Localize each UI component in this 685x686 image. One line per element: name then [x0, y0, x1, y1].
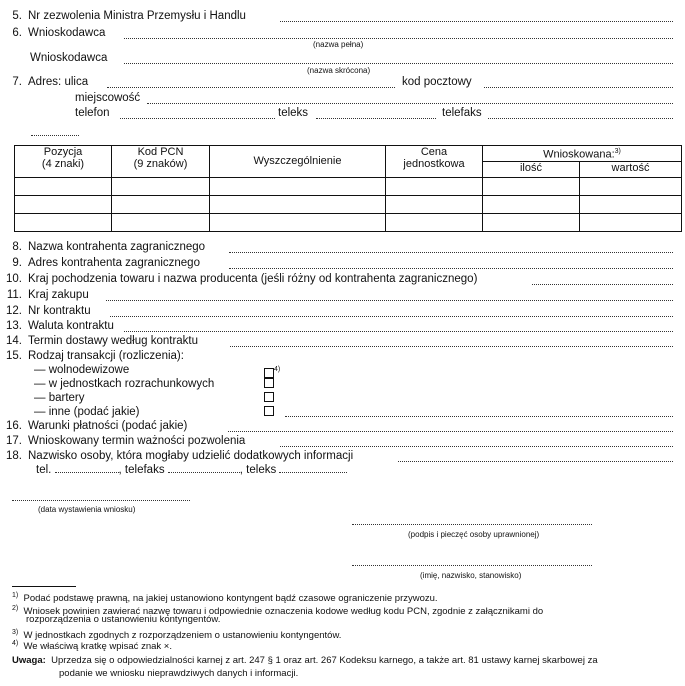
- item-16-field[interactable]: [228, 431, 673, 432]
- item-5-field[interactable]: [280, 21, 673, 22]
- footnote-4: $^{4)}$ We właściwą kratkę wpisać znak ×.: [12, 640, 172, 653]
- teleks-label: teleks: [278, 107, 309, 119]
- telefaks-field[interactable]: [168, 472, 240, 473]
- header-pozycja: Pozycja (4 znaki): [15, 146, 112, 178]
- name-field[interactable]: [352, 565, 592, 566]
- item-6-label: Wnioskodawca: [28, 27, 106, 39]
- checkbox-inne[interactable]: [264, 406, 274, 416]
- item-12: 12. Nr kontraktu: [6, 305, 91, 317]
- warning-line-1: Uprzedza się o odpowiedzialności karnej z art. 247 § 1 oraz art. 267 Kodeksu karnego, a także art. 81 ustawy karnej skarbowej za: [51, 655, 598, 666]
- footnote-2: $^{2)}$ Wniosek powinien zawierać nazwę towaru i odpowiednie oznaczenia kodowe według kodu PCN, zgodnie z załącznikami do: [12, 605, 544, 618]
- item-11-field[interactable]: [106, 300, 673, 301]
- header-ilosc: ilość: [483, 161, 580, 177]
- footnote-3: $^{3)}$ W jednostkach zgodnych z rozporządzeniem o ustanowieniu kontyngentów.: [12, 629, 342, 642]
- option-wolnodewizowe-label: — wolnodewizowe: [34, 364, 130, 376]
- tel-field[interactable]: [55, 472, 119, 473]
- option-jednostki-label: — w jednostkach rozrachunkowych: [34, 378, 215, 390]
- ulica-field[interactable]: [107, 87, 395, 88]
- miejscowosc-field[interactable]: [147, 103, 673, 104]
- item-18: 18. Nazwisko osoby, która mogłaby udzielić dodatkowych informacji: [6, 450, 354, 462]
- item-5-label: Nr zezwolenia Ministra Przemysłu i Handlu: [28, 10, 246, 22]
- item-12-field[interactable]: [110, 316, 673, 317]
- item-18-field[interactable]: [398, 461, 673, 462]
- hint-nazwa-skrocona: (nazwa skrócona): [307, 66, 371, 75]
- header-wartosc: wartość: [580, 161, 682, 177]
- date-field[interactable]: [12, 500, 190, 501]
- footnote-rule: [12, 586, 76, 587]
- signature-caption: (podpis i pieczęć osoby uprawnionej): [408, 530, 540, 539]
- telefaks-field[interactable]: [488, 118, 673, 119]
- item-5: 5. Nr zezwolenia Ministra Przemysłu i Handlu: [12, 10, 246, 22]
- item-16: 16. Warunki płatności (podać jakie): [6, 420, 188, 432]
- item-15: 15. Rodzaj transakcji (rozliczenia):: [6, 350, 184, 362]
- warning: [12, 655, 598, 666]
- item-14: 14. Termin dostawy według kontraktu: [6, 335, 199, 347]
- item-11: 11. Kraj zakupu: [6, 289, 89, 301]
- header-cena: Cena jednostkowa: [386, 146, 483, 178]
- item-13-field[interactable]: [124, 331, 673, 332]
- item-8-field[interactable]: [229, 252, 673, 253]
- item-13: 13. Waluta kontraktu: [6, 320, 114, 332]
- kod-pocztowy-label: kod pocztowy: [402, 76, 472, 88]
- item-10-field[interactable]: [532, 284, 673, 285]
- item-17-field[interactable]: [280, 446, 673, 447]
- item-6-full-field[interactable]: [124, 38, 673, 39]
- item-10: 10. Kraj pochodzenia towaru i nazwa producenta (jeśli różny od kontrahenta zagranicznego): [6, 273, 478, 285]
- item-18-contacts: tel. , telefaks , teleks: [36, 464, 347, 477]
- inne-field[interactable]: [285, 416, 673, 417]
- warning-label: Uwaga:: [12, 655, 46, 666]
- option-inne-label: — inne (podać jakie): [34, 406, 140, 418]
- item-8: 8. Nazwa kontrahenta zagranicznego: [12, 241, 206, 253]
- checkbox-jednostki-rozrachunkowe[interactable]: [264, 378, 274, 388]
- item-17: 17. Wnioskowany termin ważności pozwolenia: [6, 435, 246, 447]
- header-kod-pcn: Kod PCN (9 znaków): [112, 146, 210, 178]
- item-9: 9. Adres kontrahenta zagranicznego: [12, 257, 200, 269]
- request-line: [31, 123, 79, 140]
- item-6: 6. Wnioskodawca: [12, 27, 106, 39]
- table-row: [15, 213, 682, 231]
- item-6-short-field[interactable]: [124, 63, 673, 64]
- year-field[interactable]: [31, 135, 79, 136]
- checkbox-bartery[interactable]: [264, 392, 274, 402]
- kod-pocztowy-field[interactable]: [484, 87, 673, 88]
- teleks-field[interactable]: [279, 472, 347, 473]
- date-caption: (data wystawienia wniosku): [38, 505, 136, 514]
- item-9-field[interactable]: [229, 268, 673, 269]
- header-wyszczegolnienie: Wyszczególnienie: [210, 146, 386, 178]
- option-bartery-label: — bartery: [34, 392, 85, 404]
- specification-table: [14, 145, 682, 232]
- telefon-label: telefon: [75, 107, 110, 119]
- telefaks-label: telefaks: [442, 107, 482, 119]
- item-14-field[interactable]: [230, 346, 673, 347]
- header-wnioskowana: Wnioskowana:$^{3)}$: [483, 146, 682, 162]
- warning-line-2: podanie we wniosku nieprawdziwych danych i informacji.: [59, 668, 299, 679]
- table-row: [15, 177, 682, 195]
- hint-nazwa-pelna: (nazwa pełna): [313, 40, 364, 49]
- item-6-label-short: Wnioskodawca: [30, 52, 108, 64]
- name-caption: (imię, nazwisko, stanowisko): [420, 571, 522, 580]
- table-row: [15, 195, 682, 213]
- signature-field[interactable]: [352, 524, 592, 525]
- miejscowosc-label: miejscowość: [75, 92, 141, 104]
- item-7: 7. Adres: ulica: [12, 76, 89, 88]
- teleks-field[interactable]: [316, 118, 436, 119]
- footnote-1: $^{1)}$ Podać podstawę prawną, na jakiej ustanowiono kontyngent bądź czasowe ograniczenie przywozu.: [12, 592, 438, 605]
- footnote-2-cont: rozporządzenia o ustanowieniu kontyngentów.: [26, 614, 221, 625]
- telefon-field[interactable]: [120, 118, 275, 119]
